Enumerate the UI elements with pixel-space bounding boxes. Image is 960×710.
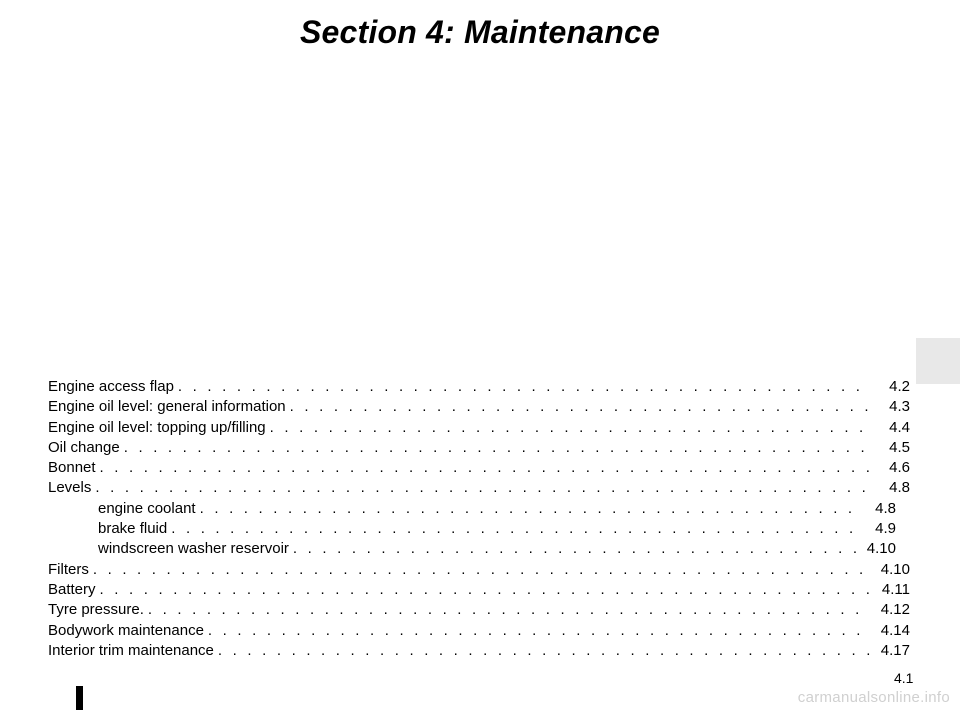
toc-item-bodywork-maintenance bbox=[48, 621, 910, 641]
watermark: carmanualsonline.info bbox=[797, 689, 950, 706]
toc-item-page: 4.4 bbox=[889, 418, 910, 436]
toc-leader-dots bbox=[100, 580, 870, 600]
toc-item-label: Tyre pressure. bbox=[48, 601, 144, 619]
toc-item-filters bbox=[48, 560, 910, 580]
toc-item-label: Engine oil level: topping up/filling bbox=[48, 418, 266, 436]
toc-item-page: 4.3 bbox=[889, 398, 910, 416]
toc-item-label: brake fluid bbox=[98, 520, 168, 538]
toc-item-label: Bonnet bbox=[48, 459, 96, 477]
toc-leader-dots bbox=[208, 621, 870, 641]
toc-item-page: 4.10 bbox=[866, 540, 896, 558]
toc-item-page: 4.9 bbox=[875, 520, 896, 538]
toc-item-label: Bodywork maintenance bbox=[48, 621, 204, 639]
toc-leader-dots bbox=[171, 519, 856, 539]
toc-leader-dots bbox=[93, 560, 870, 580]
table-of-contents bbox=[48, 377, 910, 661]
toc-item-page: 4.5 bbox=[889, 438, 910, 456]
page-title: Section 4: Maintenance bbox=[299, 14, 661, 50]
toc-item-page: 4.6 bbox=[889, 459, 910, 477]
toc-item-label: Engine access flap bbox=[48, 378, 174, 395]
toc-item-label: Battery bbox=[48, 580, 96, 598]
toc-item-levels bbox=[48, 478, 910, 498]
toc-leader-dots bbox=[124, 438, 870, 458]
toc-item-battery bbox=[48, 580, 910, 600]
toc-item-engine-oil-topping-up bbox=[48, 418, 910, 438]
toc-item-label: Engine oil level: general information bbox=[48, 398, 286, 416]
toc-item-label: Oil change bbox=[48, 438, 120, 456]
toc-subitem-brake-fluid bbox=[48, 519, 910, 539]
toc-leader-dots bbox=[200, 499, 856, 519]
page-number: 4.1 bbox=[894, 670, 914, 686]
toc-item-label: Interior trim maintenance bbox=[48, 641, 214, 659]
toc-item-page: 4.8 bbox=[889, 479, 910, 497]
toc-item-page: 4.11 bbox=[881, 580, 910, 598]
toc-item-page: 4.2 bbox=[889, 378, 910, 395]
toc-item-engine-access-flap bbox=[48, 377, 910, 397]
toc-item-page: 4.17 bbox=[880, 641, 910, 659]
toc-item-page: 4.14 bbox=[880, 621, 910, 639]
toc-item-label: Filters bbox=[48, 560, 89, 578]
toc-item-page: 4.10 bbox=[880, 560, 910, 578]
toc-item-page: 4.12 bbox=[880, 601, 910, 619]
section-tab bbox=[916, 338, 960, 384]
toc-item-label: windscreen washer reservoir bbox=[98, 540, 289, 558]
toc-subitem-windscreen-washer bbox=[48, 539, 910, 559]
toc-item-interior-trim bbox=[48, 641, 910, 661]
toc-leader-dots bbox=[293, 539, 856, 559]
toc-item-engine-oil-general bbox=[48, 397, 910, 417]
toc-subitem-engine-coolant bbox=[48, 499, 910, 519]
toc-item-page: 4.8 bbox=[875, 499, 896, 517]
toc-item-bonnet bbox=[48, 458, 910, 478]
toc-item-oil-change bbox=[48, 438, 910, 458]
toc-leader-dots bbox=[95, 478, 870, 498]
toc-leader-dots bbox=[218, 641, 870, 661]
toc-leader-dots bbox=[290, 397, 870, 417]
bottom-marker-bar bbox=[76, 686, 83, 710]
toc-item-label: Levels bbox=[48, 479, 92, 497]
toc-leader-dots bbox=[148, 600, 870, 620]
toc-item-label: engine coolant bbox=[98, 499, 196, 517]
toc-leader-dots bbox=[178, 377, 870, 397]
toc-leader-dots bbox=[270, 418, 870, 438]
toc-item-tyre-pressure bbox=[48, 600, 910, 620]
toc-leader-dots bbox=[100, 458, 870, 478]
